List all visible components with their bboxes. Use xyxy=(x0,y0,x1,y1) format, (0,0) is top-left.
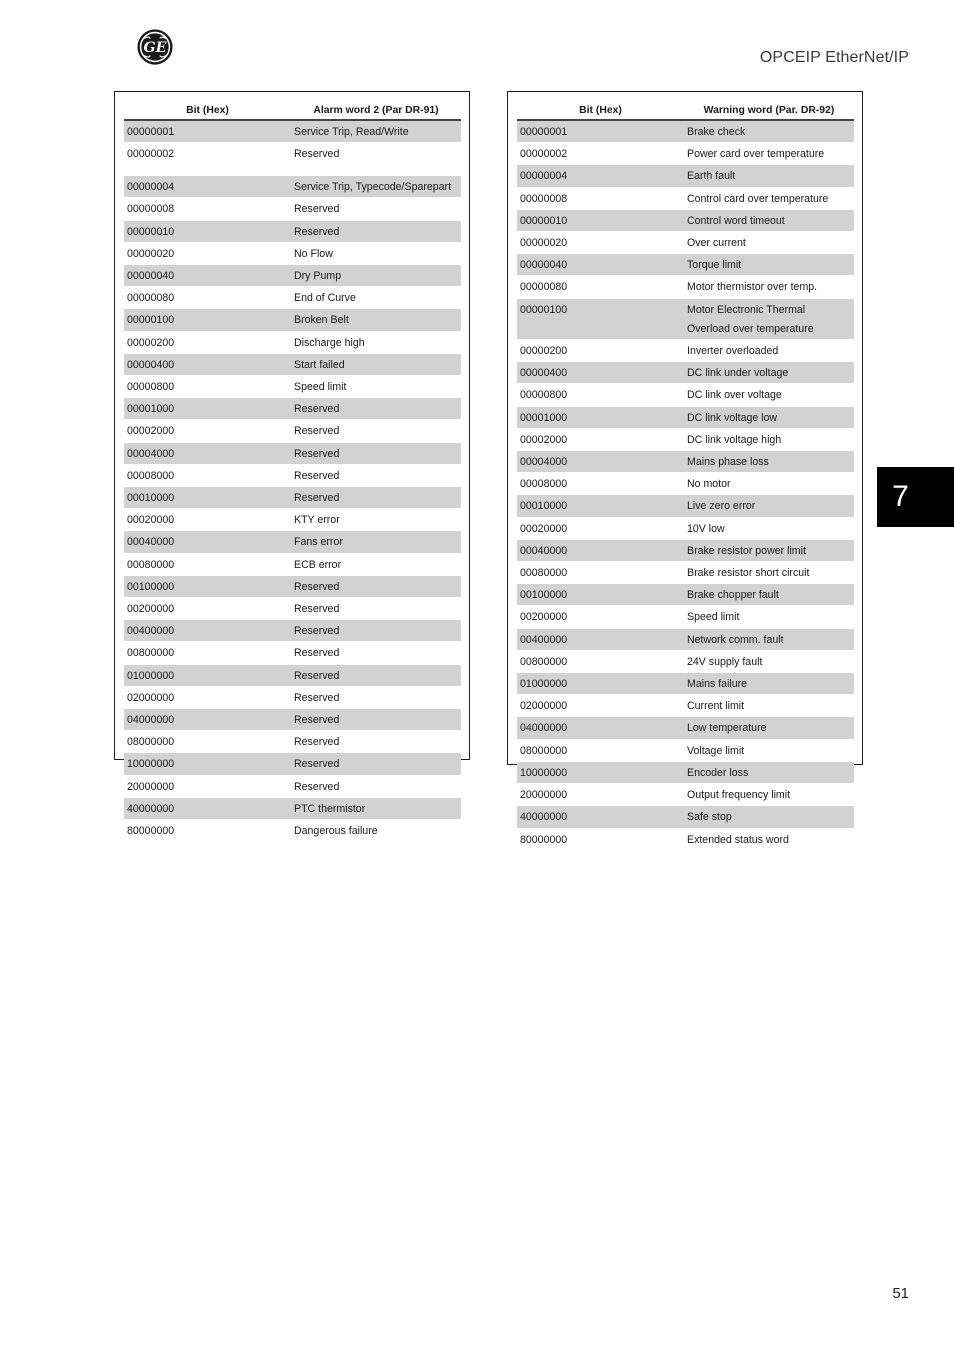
table-row xyxy=(124,143,461,176)
description-cell: Service Trip, Read/Write xyxy=(291,120,461,143)
description-cell: Reserved xyxy=(291,464,461,486)
bit-hex-cell: 00020000 xyxy=(124,509,291,531)
bit-hex-cell: 00080000 xyxy=(517,562,684,584)
description-cell: Reserved xyxy=(291,709,461,731)
table-row xyxy=(517,473,854,495)
table-row xyxy=(124,575,461,597)
table-row xyxy=(517,165,854,187)
table-row xyxy=(517,695,854,717)
table-row xyxy=(517,673,854,695)
table-row xyxy=(124,309,461,331)
table-row xyxy=(517,451,854,473)
table-row xyxy=(124,664,461,686)
bit-hex-cell: 00200000 xyxy=(124,598,291,620)
table-row xyxy=(517,562,854,584)
table-row xyxy=(124,376,461,398)
table-row xyxy=(517,254,854,276)
description-cell: Reserved xyxy=(291,198,461,220)
description-cell: Reserved xyxy=(291,753,461,775)
table-row xyxy=(124,265,461,287)
description-cell: Fans error xyxy=(291,531,461,553)
table-row xyxy=(517,784,854,806)
warning-word-table-box xyxy=(507,91,863,846)
bit-hex-cell: 01000000 xyxy=(517,673,684,695)
description-cell: Inverter overloaded xyxy=(684,340,854,362)
bit-hex-cell: 00008000 xyxy=(124,464,291,486)
description-cell: PTC thermistor xyxy=(291,797,461,819)
description-cell: Reserved xyxy=(291,598,461,620)
description-cell: Brake resistor power limit xyxy=(684,539,854,561)
table-row xyxy=(517,584,854,606)
description-cell: 10V low xyxy=(684,517,854,539)
bit-hex-cell: 00000080 xyxy=(124,287,291,309)
description-cell: Discharge high xyxy=(291,331,461,353)
table-row xyxy=(124,176,461,198)
table-row xyxy=(517,539,854,561)
table-row xyxy=(517,761,854,783)
table-row xyxy=(517,806,854,828)
bit-hex-cell: 00040000 xyxy=(517,539,684,561)
table-row xyxy=(124,220,461,242)
bit-hex-cell: 08000000 xyxy=(517,739,684,761)
bit-hex-cell: 00000020 xyxy=(517,232,684,254)
table-row xyxy=(124,464,461,486)
svg-text:GE: GE xyxy=(143,40,167,57)
description-cell: DC link over voltage xyxy=(684,384,854,406)
description-cell: Reserved xyxy=(291,731,461,753)
table-row xyxy=(517,209,854,231)
table-row xyxy=(124,686,461,708)
description-cell: Reserved xyxy=(291,664,461,686)
bit-hex-cell: 02000000 xyxy=(124,686,291,708)
bit-hex-cell: 00002000 xyxy=(517,428,684,450)
description-cell: Power card over temperature xyxy=(684,143,854,165)
description-cell: DC link under voltage xyxy=(684,362,854,384)
bit-hex-cell: 00040000 xyxy=(124,531,291,553)
bit-hex-cell: 80000000 xyxy=(517,828,684,850)
table-row xyxy=(124,709,461,731)
bit-hex-cell: 00400000 xyxy=(517,628,684,650)
bit-hex-cell: 00008000 xyxy=(517,473,684,495)
table-row xyxy=(517,628,854,650)
table-row xyxy=(517,276,854,298)
bit-hex-cell: 10000000 xyxy=(124,753,291,775)
bit-hex-cell: 00000100 xyxy=(517,298,684,339)
bit-hex-cell: 00100000 xyxy=(517,584,684,606)
bit-hex-cell: 00000010 xyxy=(124,220,291,242)
table-row xyxy=(124,509,461,531)
description-cell: Dangerous failure xyxy=(291,820,461,842)
bit-hex-cell: 00002000 xyxy=(124,420,291,442)
table-row xyxy=(517,232,854,254)
description-cell: Reserved xyxy=(291,420,461,442)
description-cell: Brake chopper fault xyxy=(684,584,854,606)
description-cell: ECB error xyxy=(291,553,461,575)
table-row xyxy=(124,420,461,442)
description-cell: Start failed xyxy=(291,353,461,375)
table-row xyxy=(124,598,461,620)
bit-hex-cell: 04000000 xyxy=(517,717,684,739)
description-cell: No motor xyxy=(684,473,854,495)
bit-hex-cell: 00000001 xyxy=(517,120,684,143)
description-cell: Live zero error xyxy=(684,495,854,517)
description-cell: Reserved xyxy=(291,575,461,597)
bit-hex-cell: 00000800 xyxy=(124,376,291,398)
bit-hex-cell: 00010000 xyxy=(124,487,291,509)
description-cell: Reserved xyxy=(291,143,461,176)
bit-hex-cell: 00000800 xyxy=(517,384,684,406)
bit-hex-cell: 00000100 xyxy=(124,309,291,331)
bit-hex-cell: 40000000 xyxy=(124,797,291,819)
description-cell: Speed limit xyxy=(684,606,854,628)
description-cell: Dry Pump xyxy=(291,265,461,287)
bit-hex-cell: 00000400 xyxy=(124,353,291,375)
table-row xyxy=(124,331,461,353)
description-cell: Current limit xyxy=(684,695,854,717)
description-cell: Speed limit xyxy=(291,376,461,398)
description-cell: Reserved xyxy=(291,775,461,797)
column-header-bit: Bit (Hex) xyxy=(517,102,684,120)
table-row xyxy=(124,820,461,842)
description-cell: Mains phase loss xyxy=(684,451,854,473)
description-cell: DC link voltage high xyxy=(684,428,854,450)
table-row xyxy=(517,340,854,362)
table-row xyxy=(517,362,854,384)
bit-hex-cell: 40000000 xyxy=(517,806,684,828)
bit-hex-cell: 00000001 xyxy=(124,120,291,143)
table-row xyxy=(124,753,461,775)
description-cell: No Flow xyxy=(291,242,461,264)
bit-hex-cell: 00001000 xyxy=(124,398,291,420)
bit-hex-cell: 00004000 xyxy=(517,451,684,473)
table-row xyxy=(517,406,854,428)
bit-hex-cell: 00400000 xyxy=(124,620,291,642)
table-row xyxy=(124,120,461,143)
table-row xyxy=(517,384,854,406)
bit-hex-cell: 02000000 xyxy=(517,695,684,717)
bit-hex-cell: 00000002 xyxy=(517,143,684,165)
description-cell: Motor thermistor over temp. xyxy=(684,276,854,298)
table-row xyxy=(517,495,854,517)
table-row xyxy=(517,120,854,143)
bit-hex-cell: 00000200 xyxy=(517,340,684,362)
bit-hex-cell: 00000040 xyxy=(124,265,291,287)
table-row xyxy=(517,143,854,165)
table-row xyxy=(124,775,461,797)
table-row xyxy=(517,739,854,761)
description-cell: Control word timeout xyxy=(684,209,854,231)
table-row xyxy=(517,828,854,850)
bit-hex-cell: 00800000 xyxy=(124,642,291,664)
table-row xyxy=(124,642,461,664)
bit-hex-cell: 00000400 xyxy=(517,362,684,384)
bit-hex-cell: 00000200 xyxy=(124,331,291,353)
table-row xyxy=(124,731,461,753)
description-cell: End of Curve xyxy=(291,287,461,309)
column-header-warning-word: Warning word (Par. DR-92) xyxy=(684,102,854,120)
bit-hex-cell: 01000000 xyxy=(124,664,291,686)
description-cell: Mains failure xyxy=(684,673,854,695)
description-cell: Reserved xyxy=(291,642,461,664)
bit-hex-cell: 00080000 xyxy=(124,553,291,575)
description-cell: Brake resistor short circuit xyxy=(684,562,854,584)
document-title: OPCEIP EtherNet/IP xyxy=(759,49,909,66)
table-row xyxy=(124,353,461,375)
alarm-word-table-box xyxy=(114,91,470,838)
bit-hex-cell: 10000000 xyxy=(517,761,684,783)
description-cell: Motor Electronic Thermal Overload over temperature xyxy=(684,298,854,339)
column-header-alarm-word: Alarm word 2 (Par DR-91) xyxy=(291,102,461,120)
description-cell: Reserved xyxy=(291,442,461,464)
description-cell: Low temperature xyxy=(684,717,854,739)
page-number: 51 xyxy=(892,1285,909,1302)
bit-hex-cell: 00200000 xyxy=(517,606,684,628)
description-cell: Control card over temperature xyxy=(684,187,854,209)
alarm-word-table-body xyxy=(124,120,461,842)
table-row xyxy=(124,487,461,509)
bit-hex-cell: 00100000 xyxy=(124,575,291,597)
bit-hex-cell: 00004000 xyxy=(124,442,291,464)
bit-hex-cell: 80000000 xyxy=(124,820,291,842)
bit-hex-cell: 00000010 xyxy=(517,209,684,231)
table-row xyxy=(124,620,461,642)
description-cell: Reserved xyxy=(291,686,461,708)
alarm-word-table xyxy=(124,102,461,842)
warning-word-table xyxy=(517,102,854,851)
description-cell: Earth fault xyxy=(684,165,854,187)
description-cell: Safe stop xyxy=(684,806,854,828)
bit-hex-cell: 00000004 xyxy=(124,176,291,198)
description-cell: Reserved xyxy=(291,620,461,642)
table-row xyxy=(124,531,461,553)
description-cell: Reserved xyxy=(291,220,461,242)
table-row xyxy=(517,606,854,628)
bit-hex-cell: 00000002 xyxy=(124,143,291,176)
bit-hex-cell: 04000000 xyxy=(124,709,291,731)
table-row xyxy=(124,287,461,309)
bit-hex-cell: 00000080 xyxy=(517,276,684,298)
bit-hex-cell: 00010000 xyxy=(517,495,684,517)
description-cell: Voltage limit xyxy=(684,739,854,761)
table-row xyxy=(124,797,461,819)
description-cell: Reserved xyxy=(291,398,461,420)
table-row xyxy=(517,298,854,339)
bit-hex-cell: 00000008 xyxy=(517,187,684,209)
warning-word-table-body xyxy=(517,120,854,850)
table-row xyxy=(124,242,461,264)
table-row xyxy=(124,398,461,420)
table-row xyxy=(124,198,461,220)
description-cell: Over current xyxy=(684,232,854,254)
description-cell: Output frequency limit xyxy=(684,784,854,806)
bit-hex-cell: 20000000 xyxy=(124,775,291,797)
ge-monogram-icon xyxy=(136,28,174,66)
chapter-tab: 7 xyxy=(877,467,954,527)
description-cell: KTY error xyxy=(291,509,461,531)
table-row xyxy=(517,517,854,539)
bit-hex-cell: 00020000 xyxy=(517,517,684,539)
column-header-bit: Bit (Hex) xyxy=(124,102,291,120)
table-row xyxy=(124,442,461,464)
description-cell: Service Trip, Typecode/Sparepart xyxy=(291,176,461,198)
table-row xyxy=(517,717,854,739)
description-cell: 24V supply fault xyxy=(684,650,854,672)
description-cell: Brake check xyxy=(684,120,854,143)
description-cell: Reserved xyxy=(291,487,461,509)
description-cell: Extended status word xyxy=(684,828,854,850)
bit-hex-cell: 00000020 xyxy=(124,242,291,264)
bit-hex-cell: 00800000 xyxy=(517,650,684,672)
description-cell: Network comm. fault xyxy=(684,628,854,650)
description-cell: DC link voltage low xyxy=(684,406,854,428)
bit-hex-cell: 00000008 xyxy=(124,198,291,220)
table-row xyxy=(517,650,854,672)
bit-hex-cell: 00000004 xyxy=(517,165,684,187)
table-row xyxy=(517,187,854,209)
description-cell: Encoder loss xyxy=(684,761,854,783)
description-cell: Torque limit xyxy=(684,254,854,276)
bit-hex-cell: 00000040 xyxy=(517,254,684,276)
table-row xyxy=(124,553,461,575)
bit-hex-cell: 20000000 xyxy=(517,784,684,806)
bit-hex-cell: 08000000 xyxy=(124,731,291,753)
bit-hex-cell: 00001000 xyxy=(517,406,684,428)
table-row xyxy=(517,428,854,450)
description-cell: Broken Belt xyxy=(291,309,461,331)
